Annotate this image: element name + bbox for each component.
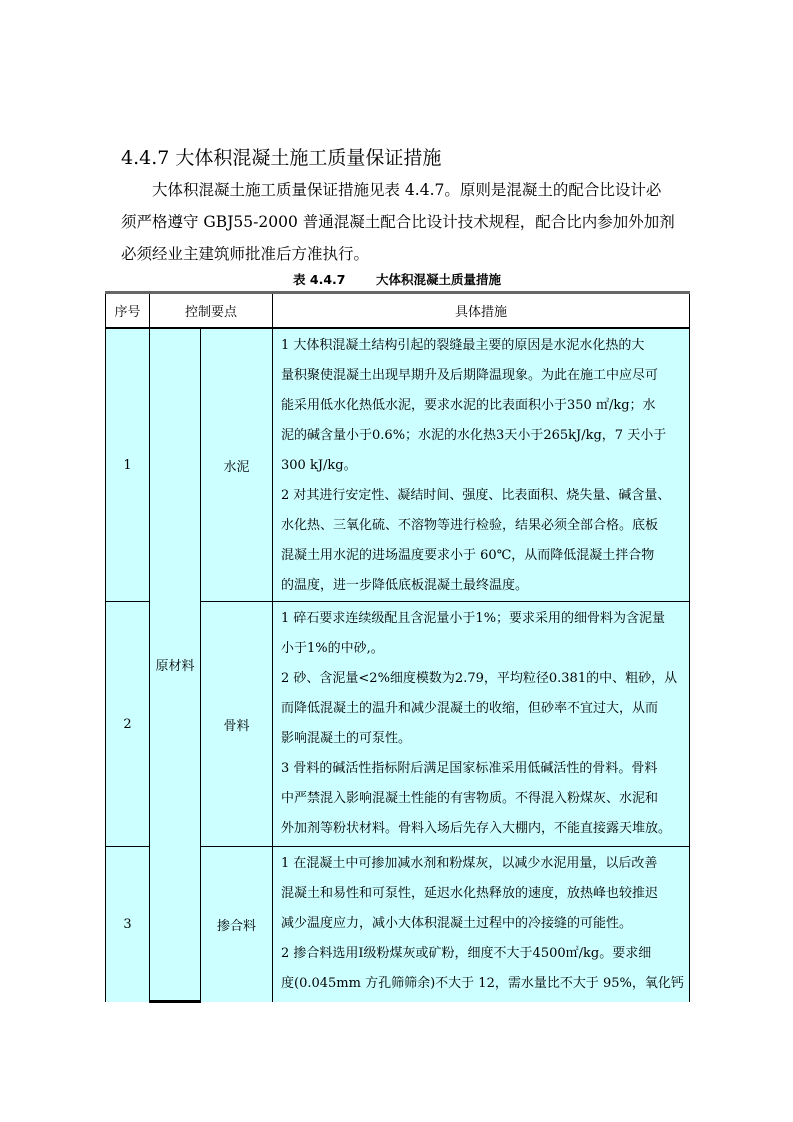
measure-line: 影响混凝土的可泵性。 <box>281 731 412 746</box>
row-measures <box>273 602 690 847</box>
measure-line: 1 碎石要求连续级配且含泥量小于1%；要求采用的细骨料为含泥量 <box>281 611 666 626</box>
measure-line: 小于1%的中砂,。 <box>281 641 384 656</box>
table-header-row <box>106 293 690 329</box>
measure-line: 2 对其进行安定性、凝结时间、强度、比表面积、烧失量、碱含量、 <box>281 488 671 503</box>
measure-line: 泥的碱含量小于0.6%；水泥的水化热3天小于265kJ/kg，7 天小于 <box>281 428 667 443</box>
measure-line: 水化热、三氧化硫、不溶物等进行检验，结果必须全部合格。底板 <box>281 518 659 533</box>
measure-line: 2 砂、含泥量<2%细度模数为2.79，平均粒径0.381的中、粗砂，从 <box>281 671 678 686</box>
measure-line: 能采用低水化热低水泥，要求水泥的比表面积小于350 ㎡/kg；水 <box>281 398 656 413</box>
measure-line: 的温度，进一步降低底板混凝土最终温度。 <box>281 578 529 593</box>
group-label-raw-materials: 原材料 <box>150 328 201 1002</box>
header-no: 序号 <box>106 293 150 329</box>
measure-line: 混凝土用水泥的进场温度要求小于 60℃，从而降低混凝土拌合物 <box>281 548 655 563</box>
row-item: 骨料 <box>201 602 273 847</box>
measure-line: 300 kJ/kg。 <box>281 458 357 473</box>
measure-line: 3 骨料的碱活性指标附后满足国家标准采用低碱活性的骨料。骨料 <box>281 761 658 776</box>
header-measures: 具体措施 <box>273 293 690 329</box>
paragraph-line: 须严格遵守 GBJ55-2000 普通混凝土配合比设计技术规程，配合比内参加外加剂 <box>121 213 675 231</box>
table-row <box>106 328 690 602</box>
measure-line: 减少温度应力，减小大体积混凝土过程中的冷接缝的可能性。 <box>281 916 633 931</box>
measure-line: 量积聚使混凝土出现早期升及后期降温现象。为此在施工中应尽可 <box>281 368 659 383</box>
paragraph-line: 必须经业主建筑师批准后方准执行。 <box>121 245 370 263</box>
measure-line: 1 大体积混凝土结构引起的裂缝最主要的原因是水泥水化热的大 <box>281 338 645 353</box>
row-measures <box>273 328 690 602</box>
intro-paragraph <box>121 174 689 270</box>
row-item: 掺合料 <box>201 847 273 1002</box>
row-measures <box>273 847 690 1002</box>
section-heading: 4.4.7 大体积混凝土施工质量保证措施 <box>121 147 442 169</box>
measure-line: 度(0.045mm 方孔筛筛余)不大于 12，需水量比不大于 95%，氧化钙 <box>281 976 684 991</box>
quality-measures-table <box>105 291 690 1003</box>
header-control: 控制要点 <box>150 293 273 329</box>
measure-line: 中严禁混入影响混凝土性能的有害物质。不得混入粉煤灰、水泥和 <box>281 791 659 806</box>
row-no: 2 <box>106 602 150 847</box>
row-no: 3 <box>106 847 150 1002</box>
paragraph-line: 大体积混凝土施工质量保证措施见表 4.4.7。原则是混凝土的配合比设计必 <box>152 181 662 199</box>
row-item: 水泥 <box>201 328 273 602</box>
measure-line: 2 掺合料选用Ⅰ级粉煤灰或矿粉，细度不大于4500㎡/kg。要求细 <box>281 946 652 961</box>
row-no: 1 <box>106 328 150 602</box>
table-caption: 表 4.4.7 大体积混凝土质量措施 <box>293 272 501 287</box>
measure-line: 混凝土和易性和可泵性，延迟水化热释放的速度，放热峰也较推迟 <box>281 886 659 901</box>
measure-line: 而降低混凝土的温升和减少混凝土的收缩，但砂率不宜过大，从而 <box>281 701 659 716</box>
measure-line: 1 在混凝土中可掺加减水剂和粉煤灰，以减少水泥用量，以后改善 <box>281 856 658 871</box>
measure-line: 外加剂等粉状材料。骨料入场后先存入大棚内，不能直接露天堆放。 <box>281 821 672 836</box>
